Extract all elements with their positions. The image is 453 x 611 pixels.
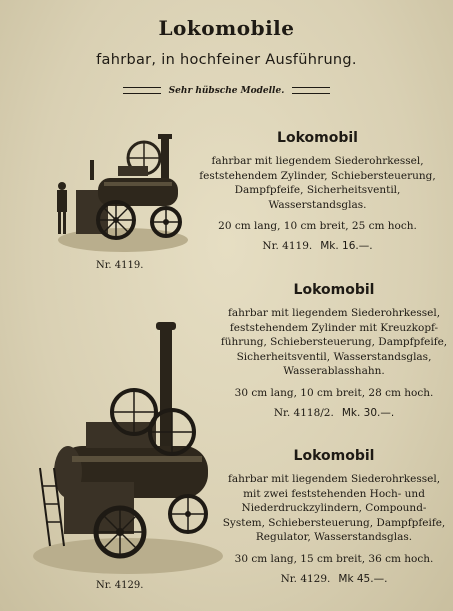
product-price: Mk 45.—. [338,572,388,585]
product-price-line [215,573,453,585]
engine-illustration-4129 [28,318,228,580]
product-description [215,306,453,379]
description-line: feststehendem Zylinder mit Kreuzkopf- [229,321,439,334]
product-number: Nr. 4118/2. [273,406,334,419]
product-name: Lokomobil [293,282,375,298]
product-name: Lokomobil [293,448,375,464]
description-line: Niederdruckzylindern, Compound- [241,502,427,514]
engine-illustration-4119 [48,128,188,256]
product-number: Nr. 4129. [280,572,331,585]
page-title: Lokomobile [158,16,295,40]
product-price: Mk. 30.—. [341,406,395,419]
tagline [0,86,453,96]
product-dimensions: 30 cm lang, 15 cm breit, 36 cm hoch. [234,552,434,565]
tagline-text: Sehr hübsche Modelle. [168,86,285,96]
product-price: Mk. 16.—. [320,240,373,252]
caption-4119: Nr. 4119. [96,260,144,271]
product-4119 [190,130,445,252]
description-line: fahrbar mit liegendem Siederohrkessel, [227,307,441,319]
product-description [215,472,453,545]
right-rule [292,87,330,94]
product-dimensions: 20 cm lang, 10 cm breit, 25 cm hoch. [218,220,417,232]
product-dimensions: 30 cm lang, 10 cm breit, 28 cm hoch. [234,386,434,399]
product-name: Lokomobil [277,130,358,146]
description-line: Dampfpfeife, Sicherheitsventil, [234,184,401,196]
product-description [190,154,445,212]
left-rule [123,87,161,94]
description-line: System, Schiebersteuerung, Dampfpfeife, [222,516,446,529]
page-subtitle: fahrbar, in hochfeiner Ausführung. [96,52,357,68]
description-line: Wasserablasshahn. [283,365,385,377]
product-price-line [190,240,445,252]
description-line: mit zwei feststehenden Hoch- und [243,487,425,500]
description-line: fahrbar mit liegendem Siederohrkessel, [227,473,441,485]
description-line: fahrbar mit liegendem Siederohrkessel, [211,155,424,167]
description-line: führung, Schiebersteuerung, Dampfpfeife, [220,336,448,348]
product-price-line [215,407,453,419]
product-4118-2 [215,282,453,419]
description-line: Wasserstandsglas. [268,198,367,211]
product-4129 [215,448,453,585]
caption-4129: Nr. 4129. [96,580,144,591]
description-line: Sicherheitsventil, Wasserstandsglas, [236,350,432,363]
description-line: feststehendem Zylinder, Schiebersteuerung, [199,169,436,182]
product-number: Nr. 4119. [262,240,313,252]
description-line: Regulator, Wasserstandsglas. [255,531,413,543]
